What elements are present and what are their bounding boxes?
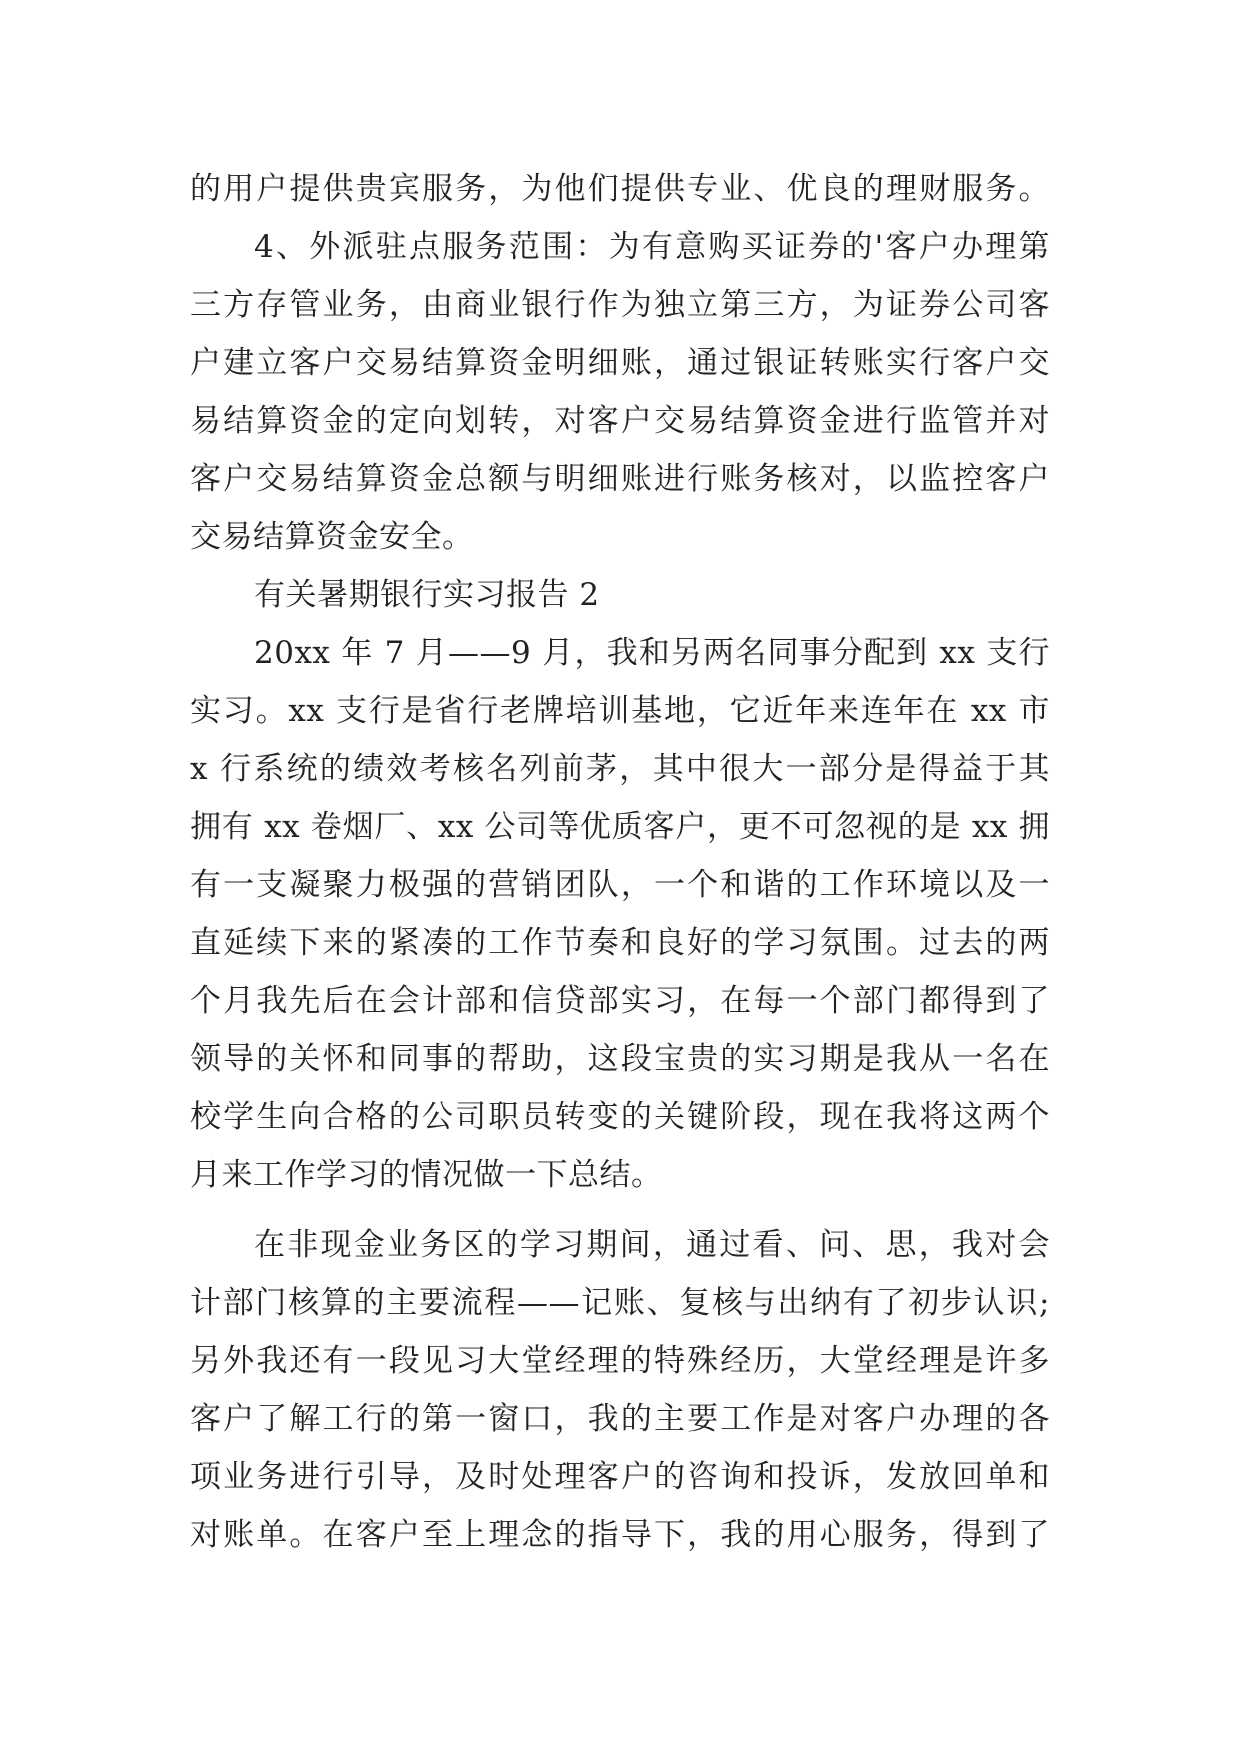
text-line: 有一支凝聚力极强的营销团队，一个和谐的工作环境以及一 [190, 867, 1050, 903]
text-line: 拥有 xx 卷烟厂、xx 公司等优质客户，更不可忽视的是 xx 拥 [190, 809, 1050, 845]
text-line: 领导的关怀和同事的帮助，这段宝贵的实习期是我从一名在 [190, 1041, 1050, 1077]
paragraph-1 [190, 160, 1050, 218]
text-line: 实习。xx 支行是省行老牌培训基地，它近年来连年在 xx 市 [190, 693, 1050, 729]
text-line: 月来工作学习的情况做一下总结。 [190, 1157, 663, 1193]
text-line: 客户了解工行的第一窗口，我的主要工作是对客户办理的各 [190, 1401, 1050, 1437]
section-heading [190, 566, 1050, 624]
text-line: 户建立客户交易结算资金明细账，通过银证转账实行客户交 [190, 345, 1050, 381]
text-line: 三方存管业务，由商业银行作为独立第三方，为证券公司客 [190, 287, 1050, 323]
text-line: 交易结算资金安全。 [190, 519, 474, 555]
paragraph-3 [190, 624, 1050, 1204]
text-line: 直延续下来的紧凑的工作节奏和良好的学习氛围。过去的两 [190, 925, 1050, 961]
text-line: 校学生向合格的公司职员转变的关键阶段，现在我将这两个 [190, 1099, 1050, 1135]
text-line: 计部门核算的主要流程——记账、复核与出纳有了初步认识; [190, 1285, 1050, 1321]
paragraph-spacer [190, 1204, 1050, 1216]
text-line: 客户交易结算资金总额与明细账进行账务核对，以监控客户 [190, 461, 1050, 497]
text-line: x 行系统的绩效考核名列前茅，其中很大一部分是得益于其 [190, 751, 1050, 787]
text-line: 另外我还有一段见习大堂经理的特殊经历，大堂经理是许多 [190, 1343, 1050, 1379]
text-line: 的用户提供贵宾服务，为他们提供专业、优良的理财服务。 [190, 171, 1050, 207]
paragraph-2 [190, 218, 1050, 566]
paragraph-4 [190, 1216, 1050, 1564]
text-line: 个月我先后在会计部和信贷部实习，在每一个部门都得到了 [190, 983, 1050, 1019]
document-body [190, 160, 1050, 1564]
text-line: 4、外派驻点服务范围：为有意购买证券的'客户办理第 [254, 229, 1050, 265]
text-line: 20xx 年 7 月——9 月，我和另两名同事分配到 xx 支行 [254, 635, 1050, 671]
heading-text: 有关暑期银行实习报告 2 [254, 577, 600, 613]
text-line: 易结算资金的定向划转，对客户交易结算资金进行监管并对 [190, 403, 1050, 439]
text-line: 项业务进行引导，及时处理客户的咨询和投诉，发放回单和 [190, 1459, 1050, 1495]
text-line: 在非现金业务区的学习期间，通过看、问、思，我对会 [254, 1227, 1050, 1263]
text-line: 对账单。在客户至上理念的指导下，我的用心服务，得到了 [190, 1517, 1050, 1553]
